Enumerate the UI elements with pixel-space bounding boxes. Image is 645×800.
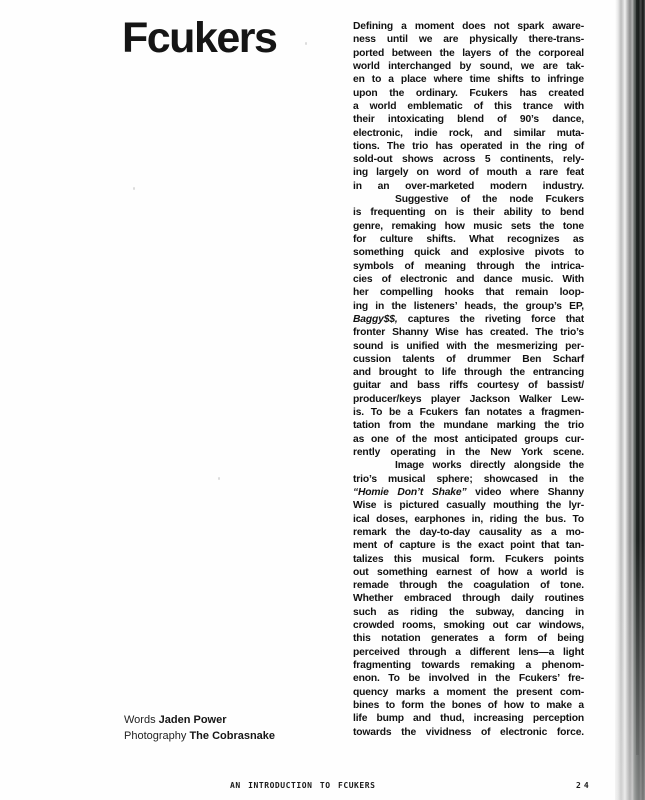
body-text: sound is unified with the mesmerizing per- <box>353 340 584 352</box>
text-line <box>353 366 584 379</box>
body-text: is frequenting on is their ability to bend <box>353 207 584 219</box>
body-text: video where Shanny <box>466 486 585 498</box>
text-line <box>353 699 584 712</box>
text-line <box>353 20 584 33</box>
text-line <box>353 606 584 619</box>
text-line <box>353 140 584 153</box>
text-line <box>353 33 584 46</box>
body-text: Image works directly alongside the <box>395 460 584 472</box>
body-text: this notation generates a form of being <box>353 633 584 645</box>
body-text: Whether embraced through daily routines <box>353 593 584 605</box>
text-line <box>353 726 584 739</box>
text-line <box>353 553 584 566</box>
text-line <box>353 166 584 179</box>
text-line <box>353 127 584 140</box>
text-line <box>353 539 584 552</box>
body-text: ing in the listeners’ heads, the group’s EP, <box>353 300 584 312</box>
scan-speck <box>218 477 220 480</box>
text-line <box>353 473 584 486</box>
body-text: producer/keys player Jackson Walker Lew- <box>353 393 584 405</box>
text-line <box>353 646 584 659</box>
body-text: genre, remaking how music sets the tone <box>353 220 584 232</box>
body-text: and brought to life through the entrancing <box>353 367 584 379</box>
body-text: is. To be a Fcukers fan notates a fragmen- <box>353 407 584 419</box>
article-title: Fcukers <box>122 14 277 62</box>
credit-words <box>124 713 275 729</box>
text-line <box>353 193 584 206</box>
body-text: Wise is pictured casually mouthing the lyr- <box>353 500 584 512</box>
text-line <box>353 686 584 699</box>
text-line <box>353 379 584 392</box>
text-line <box>353 513 584 526</box>
text-line <box>353 180 584 193</box>
body-text: crowded rooms, smoking out car windows, <box>353 620 584 632</box>
body-text: bines to form the bones of how to make a <box>353 699 584 711</box>
body-text: fronter Shanny Wise has created. The trio’s <box>353 327 584 339</box>
body-text: remark the day-to-day causality as a mo- <box>353 526 584 538</box>
italic-text: “Homie Don’t Shake” <box>353 486 467 498</box>
text-line <box>353 712 584 725</box>
text-line <box>353 60 584 73</box>
text-line <box>353 153 584 166</box>
text-line <box>353 326 584 339</box>
body-text: for culture shifts. What recognizes as <box>353 234 584 245</box>
text-line <box>353 206 584 219</box>
body-text: their intoxicating blend of 90’s dance, <box>353 114 584 126</box>
scan-speck <box>305 42 307 45</box>
body-text: remade through the coagulation of tone. <box>353 580 584 592</box>
text-line <box>353 87 584 100</box>
body-text: electronic, indie rock, and similar muta- <box>353 127 584 139</box>
text-line <box>353 459 584 472</box>
body-text: fragmenting towards remaking a phenom- <box>353 660 584 671</box>
text-line <box>353 632 584 645</box>
text-line <box>353 499 584 512</box>
body-text: such as riding the subway, dancing in <box>353 606 584 618</box>
body-text: ing largely on word of mouth a rare feat <box>353 167 584 179</box>
text-line <box>353 246 584 259</box>
body-text: rently operating in the New York scene. <box>353 447 584 458</box>
text-line <box>353 419 584 432</box>
text-line <box>353 47 584 60</box>
body-text: enon. To be involved in the Fcukers’ fre- <box>353 673 584 685</box>
text-line <box>353 220 584 233</box>
text-line <box>353 406 584 419</box>
body-text: tation from the mundane marking the trio <box>353 420 584 432</box>
text-line <box>353 233 584 246</box>
text-line <box>353 100 584 113</box>
scan-edge-fade <box>615 540 645 800</box>
body-text: as one of the most anticipated groups cur- <box>353 433 584 445</box>
body-text: symbols of meaning through the intrica- <box>353 260 584 272</box>
body-text: ported between the layers of the corporeal <box>353 47 584 59</box>
body-text: ical doses, earphones in, riding the bus. To <box>353 513 584 525</box>
text-line <box>353 300 584 313</box>
text-line <box>353 113 584 126</box>
body-text: upon the ordinary. Fcukers has created <box>353 87 584 99</box>
body-text: guitar and bass riffs courtesy of bassist/ <box>353 380 584 392</box>
text-line <box>353 393 584 406</box>
text-line <box>353 433 584 446</box>
text-line <box>353 353 584 366</box>
text-line <box>353 73 584 86</box>
body-text: tions. The trio has operated in the ring of <box>353 140 584 152</box>
body-text: perceived through a different lens—a light <box>353 646 584 658</box>
italic-text: Baggy$$, <box>353 313 398 325</box>
text-line <box>353 579 584 592</box>
text-line <box>353 592 584 605</box>
body-text: in an over-marketed modern industry. <box>353 180 584 192</box>
credits <box>124 713 275 744</box>
scan-speck <box>133 187 135 190</box>
text-line <box>353 672 584 685</box>
body-text: cussion talents of drummer Ben Scharf <box>353 353 584 365</box>
body-text: sold-out shows across 5 continents, rely- <box>353 154 584 166</box>
body-text: her compelling hooks that remain loop- <box>353 287 584 299</box>
text-line <box>353 286 584 299</box>
body-text: ment of capture is the exact point that tan- <box>353 540 584 552</box>
text-line <box>353 260 584 273</box>
article-body <box>353 20 584 739</box>
text-line <box>353 566 584 579</box>
body-text: captures the riveting force that <box>397 313 584 325</box>
body-text: talizes this musical form. Fcukers points <box>353 553 584 565</box>
body-text: Suggestive of the node Fcukers <box>395 194 584 206</box>
credit-photography-name: The Cobrasnake <box>189 729 276 742</box>
text-line <box>353 659 584 672</box>
body-text: trio’s musical sphere; showcased in the <box>353 473 584 485</box>
footer-article-title: AN INTRODUCTION TO FCUKERS <box>230 781 376 790</box>
body-text: en to a place where time shifts to infringe <box>353 74 584 86</box>
body-text: life bump and thud, increasing perception <box>353 713 584 725</box>
text-line <box>353 313 584 326</box>
credit-words-name: Jaden Power <box>158 714 227 726</box>
body-text: something quick and explosive pivots to <box>353 247 584 259</box>
body-text: quency marks a moment the present com- <box>353 686 584 698</box>
text-line <box>353 486 584 499</box>
scan-edge-artifact <box>615 0 645 800</box>
page-number: 24 <box>576 781 592 790</box>
text-line <box>353 273 584 286</box>
body-text: out something earnest of how a world is <box>353 566 584 578</box>
text-line <box>353 526 584 539</box>
body-text: cies of electronic and dance music. With <box>353 273 584 285</box>
credit-photography-label: Photography <box>124 729 187 742</box>
text-line <box>353 619 584 632</box>
body-text: towards the vividness of electronic force. <box>353 726 584 738</box>
body-text: Defining a moment does not spark aware- <box>353 21 584 32</box>
body-text: ness until we are physically there-trans- <box>353 34 584 46</box>
body-text: world interchanged by sound, we are tak- <box>353 60 584 72</box>
text-line <box>353 446 584 459</box>
text-line <box>353 340 584 353</box>
credit-words-label: Words <box>124 714 156 726</box>
credit-photography <box>124 729 275 745</box>
body-text: a world emblematic of this trance with <box>353 100 584 112</box>
